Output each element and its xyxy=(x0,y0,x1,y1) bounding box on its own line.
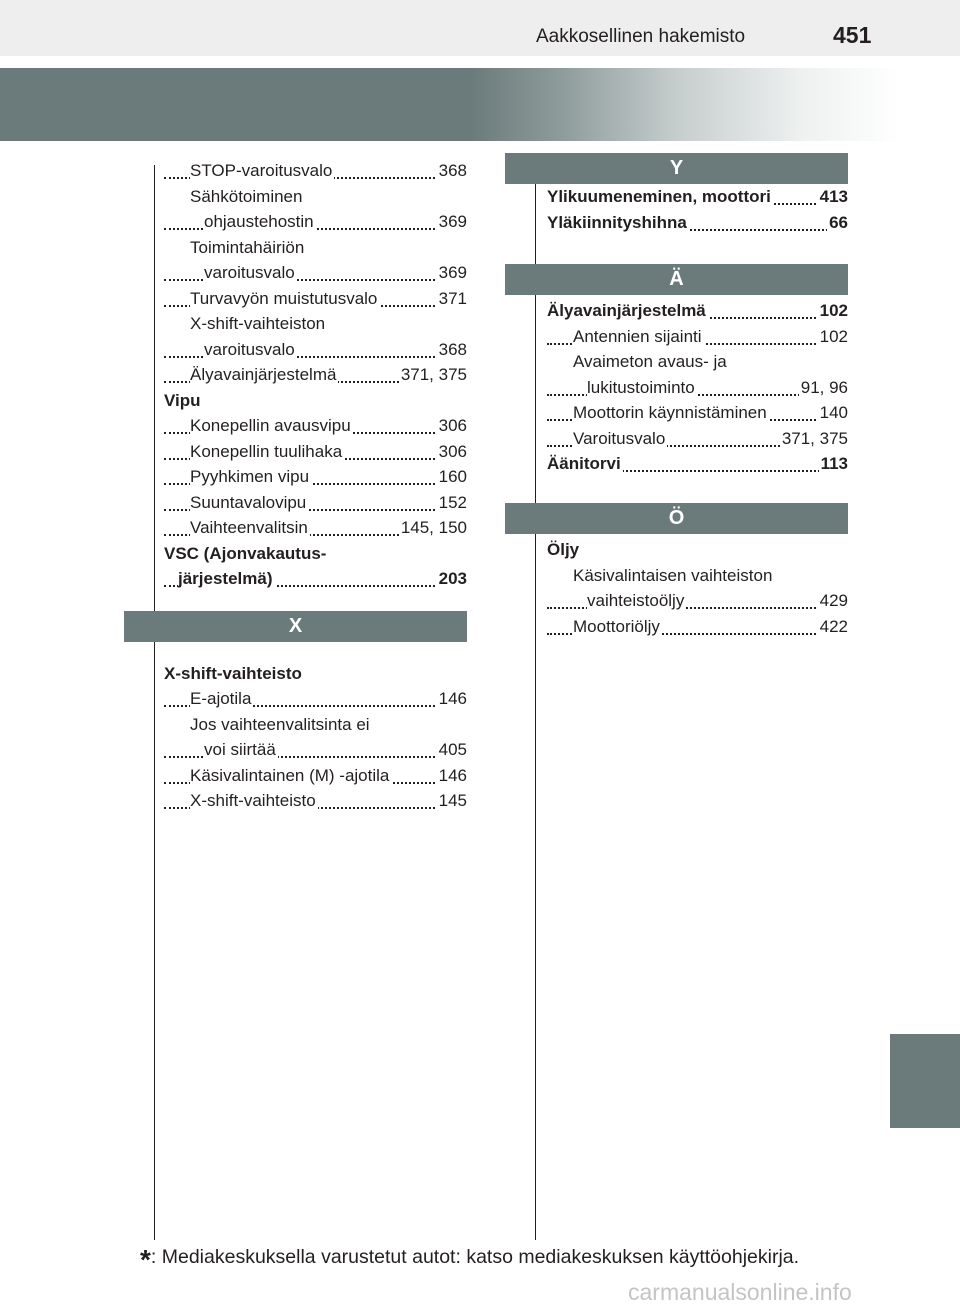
index-entry xyxy=(547,563,848,589)
index-entry-page: 371, 375 xyxy=(780,426,848,452)
index-entry xyxy=(164,413,467,439)
index-entry xyxy=(164,566,467,592)
index-entry xyxy=(547,210,848,236)
index-entry xyxy=(164,286,467,312)
index-entry-term: lukitustoiminto xyxy=(587,377,695,397)
index-entry-term: Moottoriöljy xyxy=(573,616,660,636)
index-entry-page: 306 xyxy=(437,439,467,465)
index-entry xyxy=(164,515,467,541)
page-header-title: Aakkosellinen hakemisto xyxy=(536,26,746,47)
index-entry xyxy=(164,362,467,388)
watermark: carmanualsonline.info xyxy=(628,1279,852,1305)
index-entry-term: Käsivalintaisen vaihteiston xyxy=(573,565,773,585)
index-entry-page: 368 xyxy=(437,337,467,363)
index-entry xyxy=(547,588,848,614)
footnote-star: * xyxy=(140,1244,151,1275)
index-entry-term: Konepellin tuulihaka xyxy=(190,441,343,461)
index-entry-term: Ylikuumeneminen, moottori xyxy=(547,187,771,206)
index-entry-page: 145 xyxy=(437,788,467,814)
index-entry-page: 306 xyxy=(437,413,467,439)
index-entry xyxy=(164,464,467,490)
index-entry-page: 413 xyxy=(818,184,848,210)
index-entry-term: Antennien sijainti xyxy=(573,326,702,346)
index-entry-term: varoitusvalo xyxy=(204,263,295,282)
index-entry xyxy=(164,490,467,516)
index-entry-page: 145, 150 xyxy=(399,515,467,541)
section-y-entries xyxy=(547,184,848,235)
index-entry-page: 160 xyxy=(437,464,467,490)
index-entry xyxy=(547,451,848,477)
index-entry-term: Avaimeton avaus- ja xyxy=(573,352,727,371)
index-entry-term: Vipu xyxy=(164,390,201,410)
section-header-ae: Ä xyxy=(505,264,848,295)
index-entry xyxy=(164,235,467,261)
index-entry-page: 152 xyxy=(437,490,467,516)
index-entry-page: 102 xyxy=(818,324,848,350)
index-entry-page: 429 xyxy=(818,588,848,614)
index-entry-term: X-shift-vaihteisto xyxy=(164,663,302,683)
index-entry-page: 368 xyxy=(437,158,467,184)
decorative-gradient-bar xyxy=(0,68,960,141)
section-oe-entries xyxy=(547,537,848,639)
index-entry-term: Älyavainjärjestelmä xyxy=(547,301,706,320)
section-header-y: Y xyxy=(505,153,848,184)
index-entry xyxy=(547,375,848,401)
index-entry-term: ohjaustehostin xyxy=(204,212,314,231)
index-entry-page: 203 xyxy=(437,566,467,592)
index-entry-term: Toimintahäiriön xyxy=(190,237,305,257)
index-entry-page: 146 xyxy=(437,763,467,789)
footnote-text: : Mediakeskuksella varustetut autot: katso mediakeskuksen käyttöohjekirja. xyxy=(150,1246,800,1268)
index-entry xyxy=(164,311,467,337)
header-band xyxy=(0,0,960,56)
chapter-side-tab xyxy=(890,1034,960,1128)
index-entry-page: 371, 375 xyxy=(399,362,467,388)
index-entry-term: Turvavyön muistutusvalo xyxy=(190,288,378,308)
index-entry xyxy=(547,324,848,350)
index-entry-term: X-shift-vaihteisto xyxy=(190,791,316,810)
index-entry xyxy=(164,686,467,712)
page-number: 451 xyxy=(833,22,872,48)
left-column-rule xyxy=(154,165,155,1240)
index-entry xyxy=(547,400,848,426)
index-entry xyxy=(164,209,467,235)
index-entry-page: 369 xyxy=(437,260,467,286)
index-entry xyxy=(164,184,467,210)
index-entry xyxy=(164,712,467,738)
index-entry-term: Yläkiinnityshihna xyxy=(547,212,687,232)
index-entry-term: E-ajotila xyxy=(190,689,252,708)
index-entry-term: Käsivalintainen (M) -ajotila xyxy=(190,765,390,785)
index-entry-term: Sähkötoiminen xyxy=(190,186,303,206)
index-entry-term: VSC (Ajonvakautus- xyxy=(164,543,327,563)
index-entry xyxy=(164,661,467,687)
index-entry-page: 369 xyxy=(437,209,467,235)
index-entry-page: 113 xyxy=(819,451,848,477)
index-entry-term: voi siirtää xyxy=(204,740,276,759)
left-column xyxy=(164,158,467,814)
index-entry xyxy=(164,541,467,567)
index-entry xyxy=(164,337,467,363)
index-entry-term: X-shift-vaihteiston xyxy=(190,314,326,333)
index-entry-term: vaihteistoöljy xyxy=(587,591,685,610)
left-entries xyxy=(164,158,467,592)
index-entry-term: Moottorin käynnistäminen xyxy=(573,403,767,422)
index-entry xyxy=(547,537,848,563)
section-header-oe: Ö xyxy=(505,503,848,534)
index-entry xyxy=(164,737,467,763)
index-entry xyxy=(547,614,848,640)
index-entry-page: 422 xyxy=(818,614,848,640)
index-entry xyxy=(547,298,848,324)
index-entry xyxy=(547,184,848,210)
section-x-entries xyxy=(164,661,467,814)
index-entry xyxy=(547,426,848,452)
index-entry xyxy=(164,158,467,184)
index-entry-term: Öljy xyxy=(547,540,580,559)
index-entry-term: STOP-varoitusvalo xyxy=(190,161,333,180)
footnote xyxy=(140,1244,799,1276)
index-entry xyxy=(164,260,467,286)
index-entry-page: 371 xyxy=(437,286,467,312)
index-entry xyxy=(164,788,467,814)
index-entry-term: Vaihteenvalitsin xyxy=(190,518,308,537)
section-header-x: X xyxy=(124,611,467,642)
index-entry-page: 91, 96 xyxy=(799,375,848,401)
index-entry-page: 405 xyxy=(437,737,467,763)
index-entry-term: Pyyhkimen vipu xyxy=(190,467,310,486)
section-ae-entries xyxy=(547,298,848,477)
right-column-rule xyxy=(535,165,536,1240)
index-entry xyxy=(164,763,467,789)
index-entry-term: järjestelmä) xyxy=(178,569,273,588)
index-entry-term: Älyavainjärjestelmä xyxy=(190,365,337,384)
index-entry-page: 146 xyxy=(437,686,467,712)
index-entry xyxy=(164,388,467,414)
index-entry-term: Jos vaihteenvalitsinta ei xyxy=(190,714,370,734)
index-entry-term: Varoitusvalo xyxy=(573,428,666,448)
index-entry-term: Konepellin avausvipu xyxy=(190,416,351,435)
index-entry-page: 102 xyxy=(818,298,848,324)
index-entry xyxy=(164,439,467,465)
index-entry-term: varoitusvalo xyxy=(204,339,295,359)
index-entry xyxy=(547,349,848,375)
index-entry-term: Suuntavalovipu xyxy=(190,492,307,512)
index-entry-term: Äänitorvi xyxy=(547,454,621,473)
index-entry-page: 66 xyxy=(827,210,848,236)
index-entry-page: 140 xyxy=(818,400,848,426)
